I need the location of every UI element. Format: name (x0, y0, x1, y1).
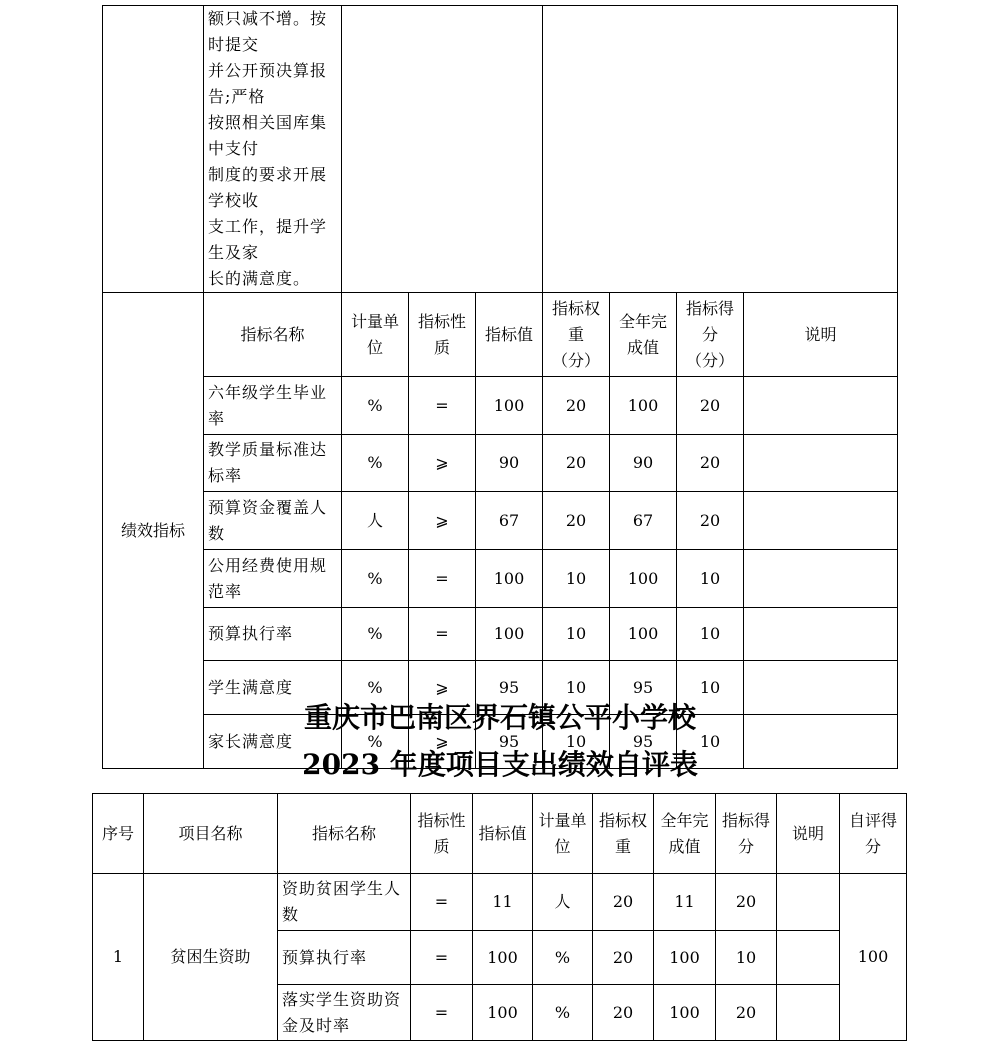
annual-cell: 100 (654, 931, 716, 985)
nature-cell: = (411, 874, 473, 931)
continued-row (103, 6, 898, 293)
weight-cell: 20 (593, 931, 654, 985)
header-note: 说明 (744, 293, 898, 377)
header-score: 指标得 分 (716, 794, 777, 874)
header-unit: 计量单 位 (342, 293, 409, 377)
unit-cell: % (342, 661, 409, 715)
value-cell: 95 (476, 661, 543, 715)
weight-cell: 10 (543, 715, 610, 769)
note-cell (744, 377, 898, 435)
value-cell: 100 (473, 931, 533, 985)
header-score: 指标得 分 （分） (677, 293, 744, 377)
note-cell (744, 550, 898, 608)
note-cell (777, 931, 840, 985)
score-cell: 20 (677, 435, 744, 492)
header-nature: 指标性 质 (411, 794, 473, 874)
annual-cell: 95 (610, 715, 677, 769)
document-title: 重庆市巴南区界石镇公平小学校 (303, 701, 696, 734)
note-cell (744, 435, 898, 492)
weight-cell: 10 (543, 608, 610, 661)
nature-cell: = (409, 608, 476, 661)
weight-cell: 20 (593, 985, 654, 1041)
header-seq: 序号 (93, 794, 144, 874)
annual-cell: 11 (654, 874, 716, 931)
value-cell: 100 (476, 377, 543, 435)
nature-cell: ⩾ (409, 661, 476, 715)
value-cell: 95 (476, 715, 543, 769)
nature-cell: ⩾ (409, 715, 476, 769)
indicator-name: 预算执行率 (204, 608, 342, 661)
value-cell: 67 (476, 492, 543, 550)
performance-indicator-table (102, 5, 898, 769)
section-label: 绩效指标 (103, 293, 204, 769)
score-cell: 20 (716, 985, 777, 1041)
annual-cell: 100 (610, 550, 677, 608)
nature-cell: ⩾ (409, 435, 476, 492)
header-note: 说明 (777, 794, 840, 874)
weight-cell: 20 (543, 435, 610, 492)
header-row (93, 794, 907, 874)
header-project-name: 项目名称 (144, 794, 278, 874)
indicator-name: 教学质量标准达 标率 (204, 435, 342, 492)
annual-cell: 100 (610, 608, 677, 661)
indicator-name: 预算资金覆盖人 数 (204, 492, 342, 550)
unit-cell: 人 (533, 874, 593, 931)
table-row (103, 550, 898, 608)
header-annual-value: 全年完 成值 (654, 794, 716, 874)
weight-cell: 10 (543, 550, 610, 608)
score-cell: 10 (677, 715, 744, 769)
indicator-name: 六年级学生毕业 率 (204, 377, 342, 435)
indicator-name: 资助贫困学生人 数 (278, 874, 411, 931)
unit-cell: % (342, 435, 409, 492)
value-cell: 100 (473, 985, 533, 1041)
unit-cell: % (533, 985, 593, 1041)
note-cell (777, 874, 840, 931)
document-subtitle: 2023 年度项目支出绩效自评表 (302, 748, 698, 781)
unit-cell: 人 (342, 492, 409, 550)
header-weight: 指标权 重 （分） (543, 293, 610, 377)
header-unit: 计量单 位 (533, 794, 593, 874)
value-cell: 90 (476, 435, 543, 492)
seq-cell: 1 (93, 874, 144, 1041)
header-annual-value: 全年完 成值 (610, 293, 677, 377)
table-row (103, 492, 898, 550)
score-cell: 20 (716, 874, 777, 931)
weight-cell: 20 (543, 377, 610, 435)
score-cell: 20 (677, 492, 744, 550)
weight-cell: 20 (543, 492, 610, 550)
note-cell (777, 985, 840, 1041)
value-cell: 100 (476, 550, 543, 608)
note-cell (744, 492, 898, 550)
header-indicator-name: 指标名称 (278, 794, 411, 874)
table-row (103, 377, 898, 435)
header-nature: 指标性 质 (409, 293, 476, 377)
header-value: 指标值 (476, 293, 543, 377)
annual-cell: 95 (610, 661, 677, 715)
indicator-name: 家长满意度 (204, 715, 342, 769)
score-cell: 10 (677, 661, 744, 715)
annual-cell: 100 (610, 377, 677, 435)
table-row (103, 435, 898, 492)
value-cell: 11 (473, 874, 533, 931)
project-name-cell: 贫困生资助 (144, 874, 278, 1041)
weight-cell: 20 (593, 874, 654, 931)
continued-description: 额只减不增。按时提交 并公开预决算报告;严格 按照相关国库集中支付 制度的要求开展学校收 支工作，提升学生及家 长的满意度。 (204, 6, 342, 293)
annual-cell: 67 (610, 492, 677, 550)
header-value: 指标值 (473, 794, 533, 874)
unit-cell: % (342, 550, 409, 608)
unit-cell: % (342, 377, 409, 435)
nature-cell: = (411, 985, 473, 1041)
indicator-name: 预算执行率 (278, 931, 411, 985)
nature-cell: = (411, 931, 473, 985)
indicator-name: 公用经费使用规 范率 (204, 550, 342, 608)
indicator-name: 落实学生资助资 金及时率 (278, 985, 411, 1041)
score-cell: 20 (677, 377, 744, 435)
self-score-cell: 100 (840, 874, 907, 1041)
annual-cell: 100 (654, 985, 716, 1041)
score-cell: 10 (677, 608, 744, 661)
project-self-evaluation-table (92, 793, 907, 1041)
nature-cell: ⩾ (409, 492, 476, 550)
indicator-name: 学生满意度 (204, 661, 342, 715)
value-cell: 100 (476, 608, 543, 661)
note-cell (744, 608, 898, 661)
table-row (93, 874, 907, 931)
weight-cell: 10 (543, 661, 610, 715)
header-indicator-name: 指标名称 (204, 293, 342, 377)
header-self-score: 自评得 分 (840, 794, 907, 874)
unit-cell: % (342, 608, 409, 661)
annual-cell: 90 (610, 435, 677, 492)
header-row (103, 293, 898, 377)
table-row (103, 608, 898, 661)
score-cell: 10 (716, 931, 777, 985)
unit-cell: % (342, 715, 409, 769)
nature-cell: = (409, 550, 476, 608)
nature-cell: = (409, 377, 476, 435)
score-cell: 10 (677, 550, 744, 608)
unit-cell: % (533, 931, 593, 985)
header-weight: 指标权 重 (593, 794, 654, 874)
